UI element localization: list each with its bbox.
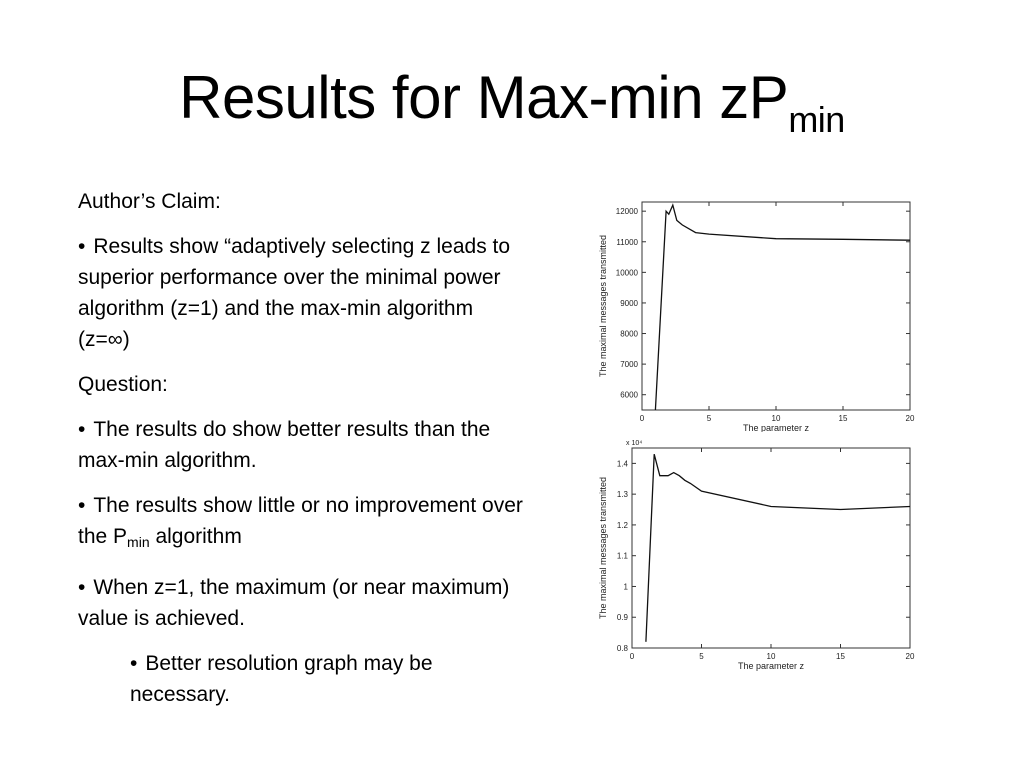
question-bullet-text: When z=1, the maximum (or near maximum) value is achieved. [78,576,510,630]
plot-frame [642,202,910,410]
question-bullet [78,414,528,476]
y-tick-label: 1.3 [616,490,628,500]
plot-frame [632,448,910,648]
x-tick-label: 20 [905,652,915,661]
y-tick-label: 12000 [615,207,638,217]
claim-bullet-text: Results show “adaptively selecting z leads to superior performance over the minimal power algorithm (z=1) and the max-min algorithm (z=∞) [78,235,511,351]
bullet-marker: • [78,418,86,441]
x-axis-label: The parameter z [737,661,805,671]
series-line [655,205,910,410]
y-tick-label: 1.1 [616,551,628,561]
x-tick-label: 10 [771,414,781,423]
author-claim-heading: Author’s Claim: [78,190,221,213]
x-tick-label: 10 [766,652,776,661]
y-axis-label: The maximal messages transmitted [598,234,608,378]
y-tick-label: 7000 [620,360,638,370]
x-axis-label: The parameter z [742,423,810,432]
y-tick-label: 0.8 [616,644,628,653]
y-tick-label: 1 [623,582,628,592]
x-tick-label: 0 [639,414,645,423]
x-tick-label: 20 [905,414,915,423]
bullet-marker: • [78,235,86,258]
x-tick-label: 0 [629,652,635,661]
question-bullet-text-end: algorithm [149,525,242,548]
slide-title-main: Results for Max-min zP [179,64,789,131]
y-tick-label: 6000 [620,390,638,400]
y-exponent-label: x 10⁴ [626,440,643,447]
bullet-marker: • [130,652,138,675]
question-heading: Question: [78,373,168,396]
y-tick-label: 11000 [616,237,638,247]
question-bullet-text: The results do show better results than the max-min algorithm. [78,418,491,472]
question-bullet [78,490,528,558]
y-tick-label: 0.9 [616,613,628,623]
x-tick-label: 5 [699,652,704,661]
x-tick-label: 5 [706,414,712,423]
sub-bullet-text: Better resolution graph may be necessary. [130,652,433,706]
y-tick-label: 1.2 [616,520,628,530]
question-bullet [78,572,528,634]
pmin-subscript: min [127,534,150,550]
chart-top [596,188,920,432]
y-tick-label: 9000 [620,298,638,308]
chart-bottom [596,436,920,672]
series-line [646,454,910,642]
sub-bullet [130,648,528,710]
slide-title-subscript: min [788,99,845,140]
bullet-marker: • [78,576,86,599]
x-tick-label: 15 [838,414,848,423]
y-tick-label: 1.4 [616,459,628,469]
y-axis-label: The maximal messages transmitted [598,476,608,620]
slide-title [0,58,1024,160]
x-tick-label: 15 [836,652,845,661]
bullet-marker: • [78,494,86,517]
claim-bullet [78,231,528,355]
y-tick-label: 8000 [620,329,638,339]
y-tick-label: 10000 [615,268,638,278]
question-bullet-text: The results show little or no improvement over the P [78,494,523,548]
slide-body [78,186,528,724]
